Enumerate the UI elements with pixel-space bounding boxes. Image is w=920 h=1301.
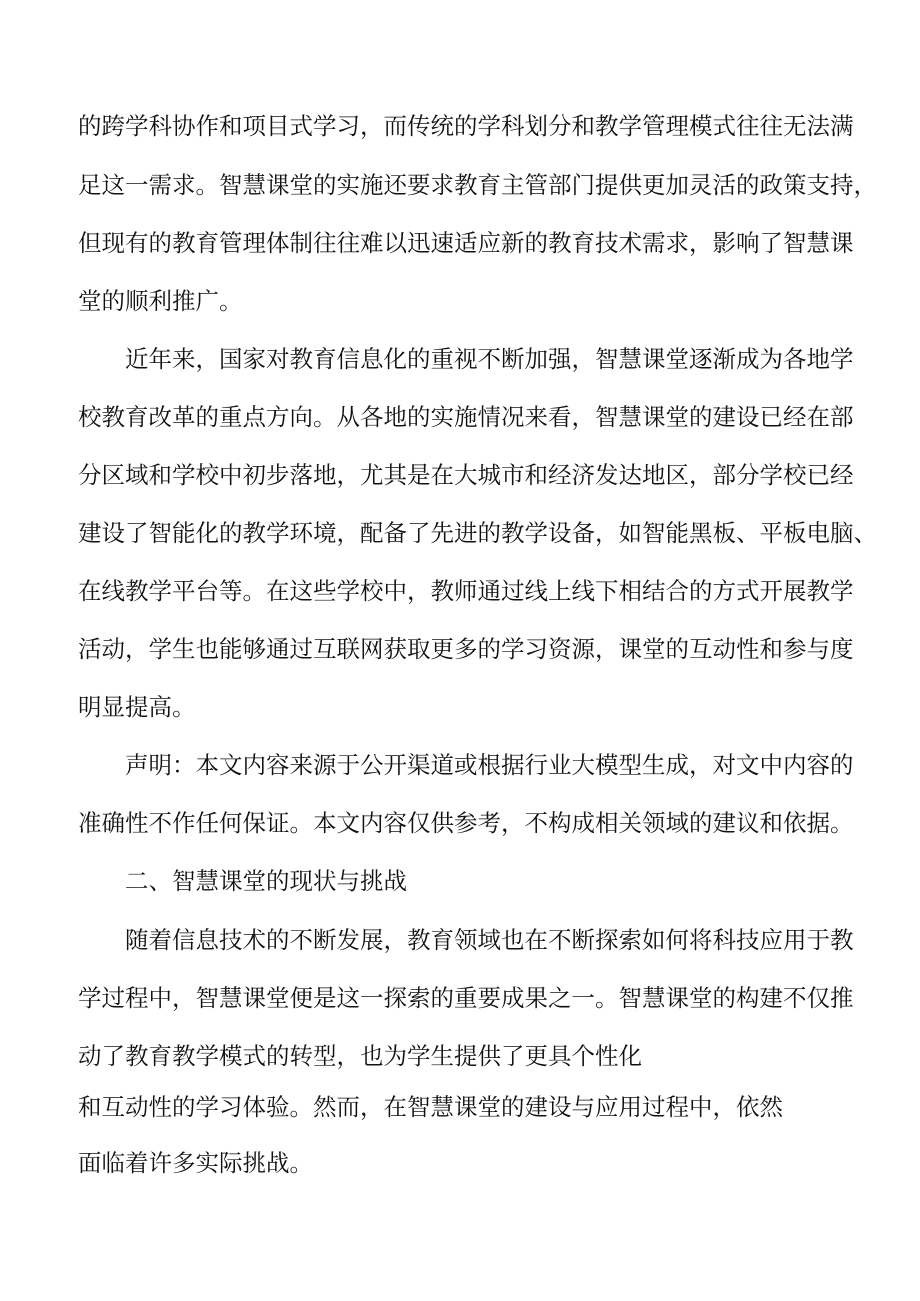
text-line: 的跨学科协作和项目式学习，而传统的学科划分和教学管理模式往往无法满 xyxy=(78,112,854,140)
text-line: 活动，学生也能够通过互联网获取更多的学习资源，课堂的互动性和参与度 xyxy=(78,635,854,663)
text-line: 学过程中，智慧课堂便是这一探索的重要成果之一。智慧课堂的构建不仅推 xyxy=(78,984,854,1012)
text-line: 和互动性的学习体验。然而，在智慧课堂的建设与应用过程中，依然 xyxy=(78,1093,783,1121)
text-line: 面临着许多实际挑战。 xyxy=(78,1149,313,1177)
text-line: 动了教育教学模式的转型，也为学生提供了更具个性化 xyxy=(78,1042,642,1070)
text-line: 明显提高。 xyxy=(78,693,196,721)
text-line: 但现有的教育管理体制往往难以迅速适应新的教育技术需求，影响了智慧课 xyxy=(78,229,854,257)
text-line: 近年来，国家对教育信息化的重视不断加强，智慧课堂逐渐成为各地学 xyxy=(125,345,854,373)
section-heading: 二、智慧课堂的现状与挑战 xyxy=(125,867,407,895)
disclaimer-line: 准确性不作任何保证。本文内容仅供参考，不构成相关领域的建议和依据。 xyxy=(78,809,854,837)
text-line: 建设了智能化的教学环境，配备了先进的教学设备，如智能黑板、平板电脑、 xyxy=(78,519,877,547)
text-line: 在线教学平台等。在这些学校中，教师通过线上线下相结合的方式开展教学 xyxy=(78,577,854,605)
text-line: 堂的顺利推广。 xyxy=(78,287,243,315)
text-line: 足这一需求。智慧课堂的实施还要求教育主管部门提供更加灵活的政策支持， xyxy=(78,171,877,199)
text-line: 分区域和学校中初步落地，尤其是在大城市和经济发达地区，部分学校已经 xyxy=(78,461,854,489)
text-line: 随着信息技术的不断发展，教育领域也在不断探索如何将科技应用于教 xyxy=(125,926,854,954)
text-line: 校教育改革的重点方向。从各地的实施情况来看，智慧课堂的建设已经在部 xyxy=(78,403,854,431)
disclaimer-line: 声明：本文内容来源于公开渠道或根据行业大模型生成，对文中内容的 xyxy=(125,751,854,779)
